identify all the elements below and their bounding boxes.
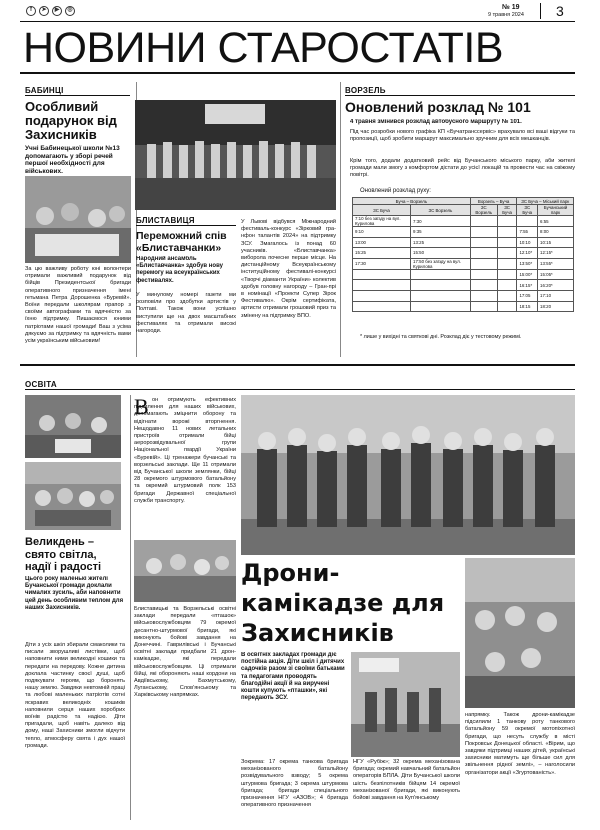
schedule-cell: 17:10 [538, 290, 574, 301]
schedule-cell [497, 248, 517, 259]
schedule-cell: 10:10 [517, 237, 538, 248]
youtube-icon[interactable]: ▶ [52, 6, 62, 16]
schedule-sub: Бучанський парк [538, 205, 574, 216]
schedule-row [353, 290, 574, 301]
photo-easter-2 [25, 462, 121, 530]
schedule-cell [411, 301, 471, 312]
schedule-cell: 16:15* [517, 280, 538, 291]
schedule-cell [497, 290, 517, 301]
body-vorzel-1: Під час розробки нового графіка КП «Бучатранссервіс» врахувало всі ваші відгуки та пропозиції, щоб зробити маршрут максимально зручним для всіх мешканців. [350, 129, 575, 143]
schedule-cell [497, 301, 517, 312]
schedule-cell: 18:15 [517, 301, 538, 312]
schedule-cell [470, 280, 497, 291]
schedule-group-1: Буча – Ворзель [353, 198, 471, 205]
lead-drones: В освітніх закладах громади діє постійна акція. Діти шкіл і дитячих садочків разом зі своїми батьками та педагогами проводять благодійні акції й на виручені кошти купують «пташки», які передають ЗСУ. [241, 652, 345, 702]
schedule-cell: 13:25 [411, 237, 471, 248]
issue-date: 9 травня 2024 [488, 12, 524, 18]
lead-vorzel: 4 травня змінився розклад автобусного маршруту № 101. [350, 119, 522, 125]
instagram-icon[interactable]: ◎ [65, 6, 75, 16]
schedule-cell [353, 290, 411, 301]
schedule-cell: 9:35 [411, 227, 471, 238]
schedule-cell [411, 280, 471, 291]
schedule-cell: 9:10 [353, 227, 411, 238]
schedule-cell: 17:50 без заїзду на вул. Курилова [411, 258, 471, 269]
lead-easter: Цього року маленькі жителі Бучанської громади доклали чималих зусиль, аби наповнити цей день особливим теплом для наших Захисників. [25, 576, 124, 611]
body-drones-col4: НГУ «Рубіж»; 32 окрема механізована бригада; окремий навчальний батальйон операторів БПЛА. Діти Бучанської школи шість безпілотників бійцям 14 окремої механізованої бригади, які виконують бойові завдання на Куп'янському [353, 759, 460, 802]
schedule-cell: 15:05* [538, 269, 574, 280]
schedule-cell [470, 216, 497, 227]
body-drones-col5: напрямку. Також дрони-камікадзе підсилили 1 танкову роту танкового батальйону 59 окремої мотопіхотної бригади, що несуть службу в місті Покровськ Донецької області. «Вірим, що завдяки підтримці наших дітей, українські захисники матимуть ще більше сил для звільнення рідної землі», – наголосили організатори акції «Згуртованість». [465, 712, 575, 776]
section-osvita: ОСВІТА [25, 380, 57, 389]
page-title: НОВИНИ СТАРОСТАТІВ [23, 24, 503, 72]
schedule-cell: 16:20* [538, 280, 574, 291]
schedule-cell [470, 248, 497, 259]
schedule-cell: 7:30 [411, 216, 471, 227]
schedule-sub: ЗС Буча [497, 205, 517, 216]
schedule-cell: 18:20 [538, 301, 574, 312]
body-drones-col2: Блиставицькі та Ворзельські освітні заклади передали «пташок» військовослужбовцям 79 окремої десантно-штурмової бригади, які виконують бойові завдання на Донеччині. Гаврилівські і Бучанські освітні заклади придбали 21 дрон-камікадзе, які передали військовослужбовцям. Ці отримали бійці, які обороняють наші кордони на Авдіївському, Бахмутському, Луганському, Слов'янському та Харківському напрямках. [134, 606, 236, 699]
body-drones-col1: он отримують ефективних підсилення для наших військових, допомагають зміцнити оборону та відігнати ворожі вторгнення. Нещодавно 11 нових летальних пристроїв отримали бійці аеророзвідувальної групи Національної гвардії України «Буревій». Ці тренажери бучанські та ворзельські заклади. Ще 11 отримали від Бучанської школи землянки, бійці 28 окремого штурмового батальйону та окремий штурмовий полк 153 бригади Державної спеціальної служби транспорту. [134, 397, 236, 504]
schedule-cell [470, 290, 497, 301]
schedule-cell [497, 258, 517, 269]
photo-drones [241, 395, 575, 555]
schedule-cell: 12:15* [538, 248, 574, 259]
section-rule [25, 95, 130, 96]
schedule-cell [497, 216, 517, 227]
page-divider [540, 3, 541, 19]
schedule-row [353, 248, 574, 259]
schedule-cell [470, 301, 497, 312]
section-blystavytsia: БЛИСТАВИЦЯ [136, 216, 195, 225]
schedule-cell [470, 269, 497, 280]
photo-students [465, 558, 575, 708]
schedule-cell: 7:10 без заїзду на вул. Курилова [353, 216, 411, 227]
schedule-group-3: ЗС Буча – Міський парк [517, 198, 574, 205]
headline-vorzel: Оновлений розклад № 101 [345, 99, 531, 115]
section-vorzel: ВОРЗЕЛЬ [345, 86, 386, 95]
schedule-cell: 8:00 [538, 227, 574, 238]
headline-drones: Дрони-камікадзе для Захисників [241, 559, 445, 647]
photo-babyntsi [25, 176, 131, 263]
schedule-cell: 10:15 [538, 237, 574, 248]
drop-cap: В [134, 394, 149, 419]
schedule-cell [353, 269, 411, 280]
schedule-title: Оновлений розклад руху: [360, 188, 431, 194]
schedule-cell [353, 301, 411, 312]
issue-number: № 19 [502, 4, 520, 11]
schedule-row [353, 216, 574, 227]
schedule-row [353, 227, 574, 238]
schedule-cell [517, 216, 538, 227]
schedule-cell: 17:30 [353, 258, 411, 269]
schedule-cell [497, 237, 517, 248]
body-drones-col3: Зокрема: 17 окрема танкова бригада механізованого батальйону розвідувального взводу; 5 окрема штурмова бригада; 3 окрема штурмова бригада; бригади спеціального призначення НГУ «АЗОВ»; 4 бригада оперативного призначення [241, 759, 348, 809]
headline-babyntsi: Особливий подарунок від Захисників [25, 99, 117, 142]
column-divider [130, 395, 131, 820]
column-divider [340, 82, 341, 357]
title-rule [20, 72, 575, 74]
lead-babyntsi: Учні Бабинецької школи №13 допомагають у зборі речей першої необхідності для військових. [25, 145, 120, 175]
headline-easter: Великдень – свято світла, надії і радості [25, 536, 102, 573]
photo-kids [134, 540, 236, 602]
schedule-cell [497, 269, 517, 280]
facebook-icon[interactable]: f [26, 6, 36, 16]
schedule-sub: ЗС Ворзель [411, 205, 471, 216]
photo-easter-1 [25, 395, 121, 458]
page-number: 3 [556, 3, 564, 19]
section-rule [25, 389, 575, 390]
section-babyntsi: БАБИНЦІ [25, 86, 64, 95]
section-rule-top [20, 364, 575, 366]
schedule-cell: 17:05 [517, 290, 538, 301]
body-vorzel-2: Крім того, додали додатковий рейс від Бучанського міського парку, аби жителі громади мали змогу з комфортом дістати до усієї локацій та провести час на свіжому повітрі. [350, 158, 575, 179]
schedule-row [353, 269, 574, 280]
schedule-cell: 7:55 [517, 227, 538, 238]
schedule-cell: 13:55* [538, 258, 574, 269]
schedule-row [353, 237, 574, 248]
headline-blystavytsia: Переможний спів «Блиставчанки» [136, 230, 227, 254]
section-rule [136, 225, 236, 226]
schedule-row [353, 280, 574, 291]
schedule-cell [470, 237, 497, 248]
schedule-row [353, 301, 574, 312]
body-blystavytsia-col1: У минулому номері газети ми розповіли про здобутки артистів у Полтаві. Також вони успішно виступили ще на двох масштабних фестивалях та отримали високі нагороди. [136, 292, 236, 335]
schedule-cell: 13:00 [353, 237, 411, 248]
schedule-cell: 6:55 [538, 216, 574, 227]
schedule-cell [497, 280, 517, 291]
schedule-table [352, 197, 574, 312]
lead-blystavytsia: Народний ансамбль «Блиставчанка» здобув нову перемогу на всеукраїнських фестивалях. [136, 256, 223, 284]
body-easter: Діти з усіх шкіл збирали смаколики та писали зворушливі листівки, щоб наповнити ними великодні кошики та передати на передову. Кожне дитина доклала частинку своєї душі, щоб подякувати героям, що боронять нашу землю. Завдяки невтомній праці та любові маленьких патріотів сотні яскравих великодніх кошиків наповнили серця наших хоробрих воїнів радістю та надією. Діти пригадали, щоб навіть далеко від дому, наші Захисники змогли відчути тепло, атмосферу свята і дух нашої громади. [25, 642, 125, 749]
body-babyntsi: За цю важливу роботу юні волонтери отримали важливий подарунок від бійців Президентської бригади оперативного призначення імені гетьмана Петра Дорошенка «Буревій». Воїни передали школярам прапор з своїми автографами та вдячністю за їхню підтримку. Пишаємося юними патріотами нашої громади! Ваш з усіма дякуємо за підтримку та вдячність вами усім українським військовим! [25, 266, 131, 345]
header-rule [20, 21, 575, 22]
schedule-cell: 15:50 [411, 248, 471, 259]
photo-soldiers [351, 652, 460, 757]
schedule-cell: 12:10* [517, 248, 538, 259]
schedule-cell [470, 227, 497, 238]
section-rule [345, 95, 575, 96]
photo-blystavytsia [135, 100, 336, 210]
schedule-group-2: Ворзель – Буча [470, 198, 517, 205]
schedule-sub: ЗС Буча [353, 205, 411, 216]
schedule-cell [353, 280, 411, 291]
schedule-row [353, 258, 574, 269]
schedule-footnote: * лише у вихідні та святкові дні. Розклад діє у тестовому режимі. [360, 334, 522, 340]
schedule-cell [411, 290, 471, 301]
schedule-cell: 15:00* [517, 269, 538, 280]
telegram-icon[interactable]: ➤ [39, 6, 49, 16]
schedule-cell [411, 269, 471, 280]
body-blystavytsia-col2: У Львові відбувся Міжнародний фестиваль-конкурс «Зірковий гра-нфон талантів 2024» на підтримку ЗСУ. Змагалось із понад 60 учасників. «Блиставчанка» виборола почесне перше місце. На дистанційному Всеукраїнському інституційному фестивалі-конкурсі «Творчі діаманти України» колектив здобув головну нагороду – Гран-прі в номінації «Проекти Супер Зірок Фестивалю». Окрім сертифіката, артисти отримали грошовий приз та змінену на підтримку ВПО. [241, 219, 336, 319]
schedule-cell: 15:25 [353, 248, 411, 259]
schedule-cell: 13:50* [517, 258, 538, 269]
schedule-sub: ЗС Ворзель [470, 205, 497, 216]
schedule-cell [497, 227, 517, 238]
schedule-sub: ЗС Буча [517, 205, 538, 216]
schedule-cell [470, 258, 497, 269]
